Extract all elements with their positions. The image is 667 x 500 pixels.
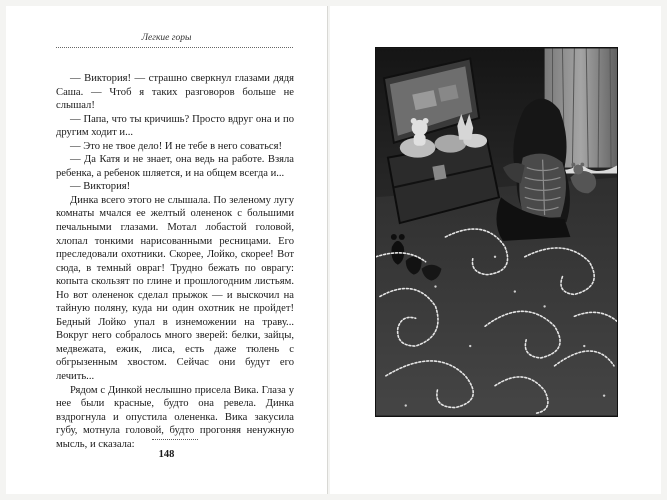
girl-with-toy-chest-illustration <box>375 47 618 417</box>
paragraph: — Папа, что ты кричишь? Просто вдруг она и по другим ходит и... <box>56 113 294 139</box>
header-rule <box>56 47 293 48</box>
right-page <box>330 6 661 494</box>
body-text <box>56 72 294 451</box>
paragraph: — Это не твое дело! И не тебе в него соваться! <box>70 140 283 152</box>
illustration-drawing <box>376 48 617 416</box>
paragraph: — Да Катя и не знает, она ведь на работе. Взяла ребенка, а ребенок шляется, и на общем всегда и... <box>56 154 294 179</box>
page-number: 148 <box>158 449 175 460</box>
footer-rule <box>152 439 198 440</box>
running-head: Легкие горы <box>141 33 192 43</box>
paragraph: Рядом с Динкой неслышно присела Вика. Глаза у нее были красные, будто она ревела. Динка вздрогнула и опустила олененка. Вика закусила губу, мотнула головой, будто прогоняя ненужную мысль, и сказала: <box>56 384 294 450</box>
paragraph: — Виктория! <box>70 181 131 193</box>
paragraph: Динка всего этого не слышала. По зеленому лугу комнаты мчался ее желтый олененок с большими печальными глазами. Мотал лобастой головой, хлопал тонкими нарисованными ресницами. Его преследовали охотники. Скорее, Лойко, скорее! Вот сюда, в темный овраг! Трудно бежать по оврагу: копыта скользят по глине и прошлогодним листьям. Но вот олененок сделал прыжок — и выскочил на тайную поляну, куда ни один охотник не пройдет! Бедный Лойко упал в изнеможении на траву... Вокруг него собралось много зверей: белки, зайцы, медвежата, ежик, лиса, есть даже тюлень с обгрызенным хвостом. Сейчас они будут его лечить... <box>56 194 294 383</box>
left-page <box>6 6 328 494</box>
paragraph: — Виктория! — страшно сверкнул глазами дядя Саша. — Чтоб я таких разговоров больше не слышал! <box>56 73 294 112</box>
